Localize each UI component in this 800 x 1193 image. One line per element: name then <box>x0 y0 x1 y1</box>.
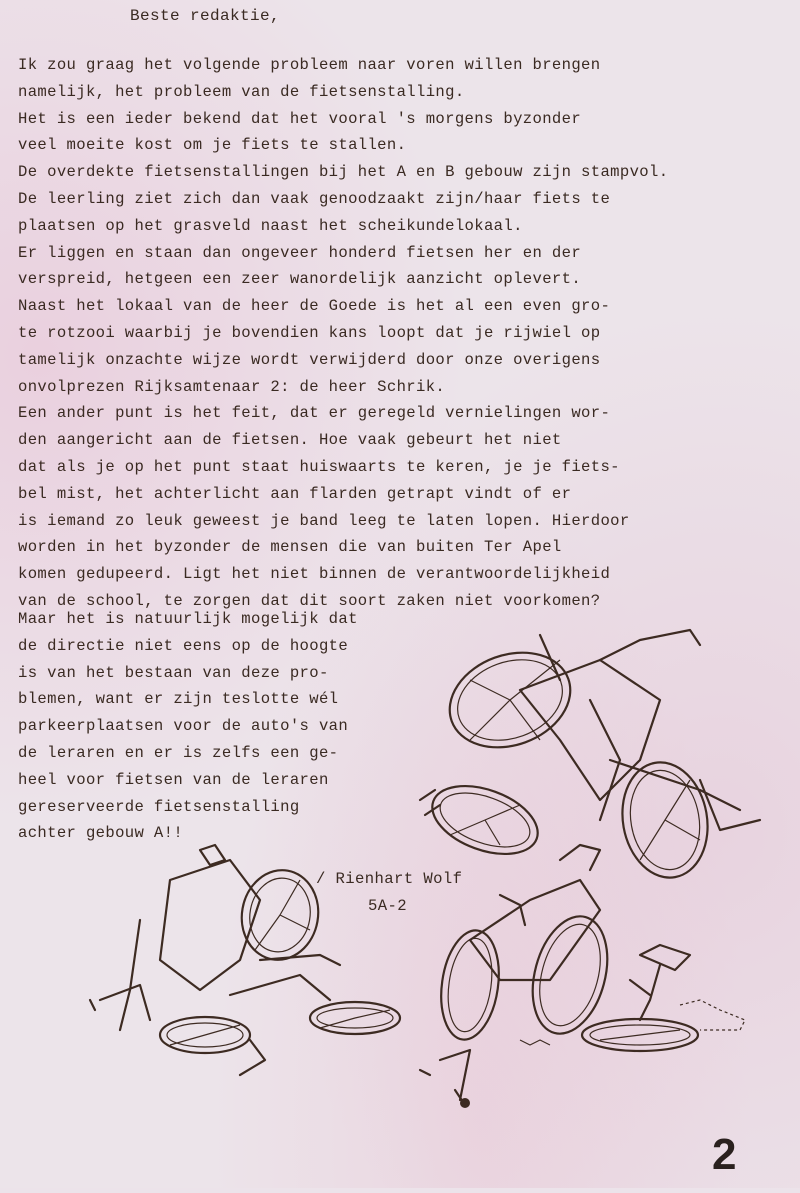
letter-line: De overdekte fietsenstallingen bij het A en B gebouw zijn stampvol. <box>18 163 669 182</box>
letter-line: parkeerplaatsen voor de auto's van <box>18 717 349 736</box>
letter-line: plaatsen op het grasveld naast het scheikundelokaal. <box>18 216 523 235</box>
letter-line: Het is een ieder bekend dat het vooral 's morgens byzonder <box>18 109 582 128</box>
letter-line: is iemand zo leuk geweest je band leeg te laten lopen. Hierdoor <box>18 511 630 530</box>
letter-line: bel mist, het achterlicht aan flarden getrapt vindt of er <box>18 484 572 503</box>
letter-signature: / Rienhart Wolf <box>316 870 463 888</box>
author-class-code: 5A-2 <box>368 897 408 915</box>
letter-line: heel voor fietsen van de leraren <box>18 770 329 789</box>
letter-line: tamelijk onzachte wijze wordt verwijderd door onze overigens <box>18 350 601 369</box>
letter-line: veel moeite kost om je fiets te stallen. <box>18 136 407 155</box>
letter-line: dat als je op het punt staat huiswaarts te keren, je je fiets- <box>18 457 620 476</box>
letter-line: Maar het is natuurlijk mogelijk dat <box>18 610 358 628</box>
letter-salutation: Beste redaktie, <box>130 7 281 25</box>
letter-line: verspreid, hetgeen een zeer wanordelijk aanzicht oplevert. <box>18 270 582 289</box>
letter-closing-paragraph <box>18 606 418 847</box>
letter-line: namelijk, het probleem van de fietsenstalling. <box>18 82 465 101</box>
letter-line: den aangericht aan de fietsen. Hoe vaak gebeurt het niet <box>18 431 562 450</box>
letter-line: komen gedupeerd. Ligt het niet binnen de verantwoordelijkheid <box>18 565 611 584</box>
letter-line: gereserveerde fietsenstalling <box>18 797 300 816</box>
letter-line: achter gebouw A!! <box>18 824 184 843</box>
letter-line: is van het bestaan van deze pro- <box>18 663 329 682</box>
letter-line: Ik zou graag het volgende probleem naar voren willen brengen <box>18 56 601 74</box>
letter-line: de directie niet eens op de hoogte <box>18 636 349 655</box>
letter-line: Een ander punt is het feit, dat er geregeld vernielingen wor- <box>18 404 611 423</box>
letter-line: van de school, te zorgen dat dit soort zaken niet voorkomen? <box>18 591 601 610</box>
letter-line: blemen, want er zijn teslotte wél <box>18 690 339 709</box>
page-number: 2 <box>712 1130 737 1179</box>
letter-line: Er liggen en staan dan ongeveer honderd fietsen her en der <box>18 243 582 262</box>
letter-line: de leraren en er is zelfs een ge- <box>18 743 339 762</box>
letter-body <box>18 52 788 615</box>
letter-line: onvolprezen Rijksamtenaar 2: de heer Schrik. <box>18 377 446 396</box>
letter-line: te rotzooi waarbij je bovendien kans loopt dat je rijwiel op <box>18 323 601 342</box>
letter-line: De leerling ziet zich dan vaak genoodzaakt zijn/haar fiets te <box>18 189 611 208</box>
letter-line: Naast het lokaal van de heer de Goede is het al een even gro- <box>18 297 611 316</box>
letter-line: worden in het byzonder de mensen die van buiten Ter Apel <box>18 538 562 557</box>
